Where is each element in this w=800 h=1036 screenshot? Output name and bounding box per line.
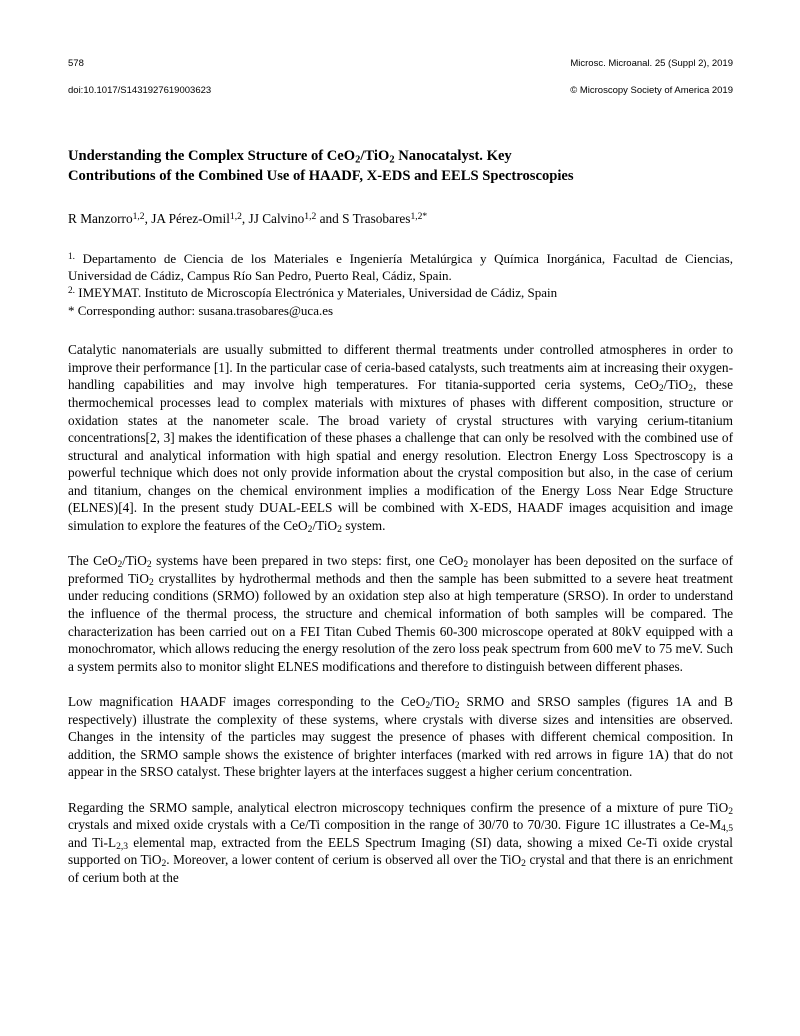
affiliation-2-marker: 2. — [68, 286, 76, 297]
p2-subscript-2: 2 — [146, 559, 152, 571]
paragraph-2 — [68, 552, 733, 675]
affiliation-2-text: IMEYMAT. Instituto de Microscopía Electrónica y Materiales, Universidad de Cádiz, Spain — [75, 285, 558, 301]
author-separator-3: and — [316, 211, 343, 227]
p1-subscript-2: 2 — [688, 383, 694, 395]
p3-segment-1: Low magnification HAADF images corresponding to the CeO — [68, 694, 426, 710]
running-head — [68, 44, 733, 110]
paragraph-4 — [68, 799, 733, 887]
p2-segment-4: monolayer has been deposited on the surface of preformed TiO — [68, 553, 733, 586]
p1-segment-4: /TiO — [312, 518, 338, 534]
title-subscript-tio2: 2 — [389, 154, 395, 166]
p3-subscript-2: 2 — [454, 700, 460, 712]
p3-subscript-1: 2 — [425, 700, 431, 712]
p2-segment-2: /TiO — [122, 553, 147, 569]
copyright-notice: © Microscopy Society of America 2019 — [570, 84, 733, 96]
p2-segment-3: systems have been prepared in two steps: first, one CeO — [151, 553, 464, 569]
author-1-name: R Manzorro — [68, 211, 133, 227]
p4-segment-4: elemental map, extracted from the EELS Spectrum Imaging (SI) data, showing a mixed Ce-Ti oxide crystal supported on TiO — [68, 834, 733, 868]
p4-segment-5: . Moreover, a lower content of cerium is observed all over the TiO — [166, 852, 522, 868]
paper-title — [68, 146, 733, 186]
p2-subscript-4: 2 — [148, 576, 154, 588]
page-number: 578 — [68, 58, 84, 70]
author-1-affiliation-marker: 1,2 — [132, 211, 145, 222]
p4-subscript-5: 2 — [521, 858, 526, 870]
p1-subscript-4: 2 — [337, 524, 342, 536]
p4-segment-3: and Ti-L — [68, 834, 117, 850]
p2-segment-5: crystallites by hydrothermal methods and then the sample has been submitted to a severe heat treatment under reducing conditions (SRMO) followed by an oxidation step also at high temperature (SRSO). In order to understand the influence of the thermal process, the structure and chemical information of both samples will be compared. The characterization has been carried out on a FEI Titan Cubed Themis 60-300 microscope operated at 80kV equipped with a monochromator, which allows reducing the energy resolution of the zero loss peak spectrum from 600 meV to 75 meV. Such a system permits also to monitor slight ELNES modifications and therefore to distinguish between different phases. — [68, 570, 733, 674]
corresponding-author: * Corresponding author: susana.trasobares@uca.es — [68, 302, 334, 318]
p1-segment-5: system. — [341, 518, 386, 534]
p4-subscript-3: 2,3 — [116, 840, 129, 852]
author-list — [68, 210, 733, 228]
body-text — [68, 341, 733, 886]
affiliation-1 — [68, 250, 733, 285]
affiliation-1-marker: 1. — [68, 251, 76, 262]
author-2-affiliation-marker: 1,2 — [229, 211, 242, 222]
author-4-name: S Trasobares — [342, 211, 411, 227]
title-line1-part-c: Nanocatalyst. Key — [394, 148, 512, 165]
p2-subscript-3: 2 — [463, 559, 469, 571]
p2-segment-1: The CeO — [68, 553, 118, 569]
p1-segment-3: , these thermochemical processes lead to complex materials with mixtures of phases with different composition, structure or oxidation states at the nanometer scale. The broad variety of crystal structures with varying cerium-titanium concentrations[2, 3] makes the identification of these phases a challenge that can only be resolved with the combined use of structural and analytical information with high spatial and energy resolution. Electron Energy Loss Spectroscopy is a powerful technique which does not only provide information about the crystal composition but also, in the case of cerium and titanium, changes on the chemical environment implies a modification of the Energy Loss Near Edge Structure (ELNES)[4]. In the present study DUAL-EELS will be combined with X-EDS, HAADF images acquisition and image simulation to explore the features of the CeO — [68, 377, 733, 534]
p4-subscript-4: 2 — [161, 858, 167, 870]
author-3-affiliation-marker: 1,2 — [304, 211, 317, 222]
p1-segment-1: Catalytic nanomaterials are usually submitted to different thermal treatments under controlled atmospheres in order to improve their performance [1]. In the particular case of ceria-based catalysts, such treatments aim at increasing their oxygen-handling capabilities and may involve high temperatures. For titania-supported ceria systems, CeO — [68, 342, 733, 393]
doi-text: doi:10.1017/S1431927619003623 — [68, 84, 212, 96]
p3-segment-3: SRMO and SRSO samples (figures 1A and B respectively) illustrate the complexity of these systems, where crystals with diverse sizes and intensities are observed. Changes in the intensity of the particles may suggest the presence of phases with different chemical composition. In addition, the SRMO sample shows the existence of brighter interfaces (marked with red arrows in figure 1A) that do not appear in the SRSO catalyst. These brighter layers at the interfaces suggest a higher cerium concentration. — [68, 694, 733, 780]
title-subscript-ceo2: 2 — [355, 154, 361, 166]
p4-segment-2: crystals and mixed oxide crystals with a Ce/Ti composition in the range of 30/70 to 70/30. Figure 1C illustrates a Ce-M — [68, 817, 722, 833]
affiliation-block — [68, 250, 733, 320]
p1-subscript-3: 2 — [307, 524, 313, 536]
p4-segment-1: Regarding the SRMO sample, analytical electron microscopy techniques confirm the presence of a mixture of pure TiO — [68, 799, 729, 815]
author-separator-2: , — [241, 211, 249, 227]
p4-subscript-1: 2 — [728, 805, 733, 817]
affiliation-2 — [68, 284, 733, 301]
journal-reference: Microsc. Microanal. 25 (Suppl 2), 2019 — [570, 58, 733, 70]
p4-subscript-2: 4,5 — [721, 823, 733, 835]
title-line1-part-a: Understanding the Complex Structure of CeO — [68, 148, 356, 165]
title-line1-part-b: /TiO — [360, 148, 390, 165]
p2-subscript-1: 2 — [117, 559, 123, 571]
author-separator-1: , — [144, 211, 152, 227]
page-content — [68, 44, 733, 887]
paragraph-3 — [68, 693, 733, 781]
p3-segment-2: /TiO — [430, 694, 455, 710]
running-head-left — [68, 44, 211, 110]
author-4-affiliation-marker: 1,2* — [410, 211, 428, 222]
p1-segment-2: /TiO — [663, 377, 689, 393]
running-head-right — [570, 44, 733, 110]
author-3-name: JJ Calvino — [248, 211, 305, 227]
author-2-name: JA Pérez-Omil — [151, 211, 230, 227]
title-line2: Contributions of the Combined Use of HAADF, X-EDS and EELS Spectroscopies — [68, 168, 574, 185]
paragraph-1 — [68, 341, 733, 535]
p4-segment-6: crystal and that there is an enrichment of cerium both at the — [68, 852, 734, 885]
affiliation-1-text: Departamento de Ciencia de los Materiales e Ingeniería Metalúrgica y Química Inorgánica, Facultad de Ciencias, Universidad de Cádiz, Campus Río San Pedro, Puerto Real, Cádiz, Spain. — [68, 250, 733, 283]
p1-subscript-1: 2 — [658, 383, 664, 395]
